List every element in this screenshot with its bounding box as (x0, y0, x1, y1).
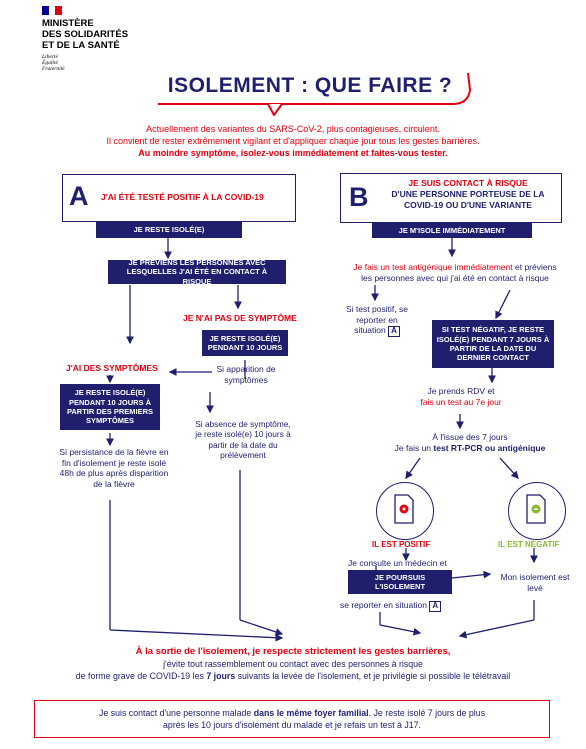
section-b-letter: B (349, 182, 369, 212)
logo-line3: ET DE LA SANTÉ (42, 40, 120, 51)
section-a-heading: J'AI ÉTÉ TESTÉ POSITIF À LA COVID-19 (101, 192, 264, 202)
a-if-symptoms: Si apparition de symptômes (216, 364, 276, 385)
footer-p1: Je suis contact d'une personne malade (98, 708, 252, 718)
footer-p4: après les 10 jours d'isolement du malade et je refais un test à J17. (163, 720, 421, 730)
b-consult: Je consulte un médecin et (348, 558, 447, 568)
a-stay-10-from: JE RESTE ISOLÉ(E) PENDANT 10 JOURS À PARTIR DES PREMIERS SYMPTÔMES (60, 384, 160, 430)
logo-motto1: Liberté (42, 54, 58, 60)
intro-line3: Au moindre symptôme, isolez-vous immédiatement et faites-vous tester. (138, 148, 448, 158)
b-isolate-now: JE M'ISOLE IMMÉDIATEMENT (372, 223, 532, 238)
b-negative-label: IL EST NÉGATIF (498, 540, 560, 549)
section-a-letter: A (69, 181, 89, 211)
b-rdv (420, 386, 502, 407)
b-test-navy: Je fais un (394, 442, 432, 453)
footer-p2: dans le même foyer familial (253, 708, 369, 718)
section-b-heading-navy: D'UNE PERSONNE PORTEUSE DE LA COVID-19 OU D'UNE VARIANTE (391, 189, 545, 210)
logo-motto2: Égalité (42, 60, 58, 66)
exit-line3b: 7 jours (206, 671, 236, 681)
section-b-header (340, 173, 562, 223)
page-title: ISOLEMENT : QUE FAIRE ? (167, 74, 453, 97)
intro-line1: Actuellement des variantes du SARS-CoV-2, plus contagieuses, circulent. (146, 124, 440, 134)
b-positive-label: IL EST POSITIF (372, 540, 431, 549)
a-no-symptom: JE N'AI PAS DE SYMPTÔME (183, 313, 297, 323)
b-ref-a: A (388, 326, 400, 337)
b-if-positive (340, 304, 414, 337)
logo-motto3: Fraternité (42, 66, 65, 72)
b-test-bold: test RT-PCR ou antigénique (433, 442, 546, 453)
b-test-block (390, 432, 550, 453)
exit-line3c: suivants la levée de l'isolement, et je privilégie si possible le télétravail (237, 671, 511, 681)
b-antigen (350, 262, 560, 283)
b-refer-text: se reporter en situation (340, 600, 427, 610)
b-antigen-navy: et préviens les personnes avec qui j'ai été en contact à risque (361, 262, 557, 283)
positive-test-icon (393, 494, 415, 524)
intro-line2: Il convient de rester extrêmement vigilant et d'appliquer chaque jour tous les gestes barrières. (106, 136, 480, 146)
b-if-negative: SI TEST NÉGATIF, JE RESTE ISOLÉ(E) PENDANT 7 JOURS À PARTIR DE LA DATE DU DERNIER CONTACT (432, 320, 554, 368)
logo-line1: MINISTÈRE (42, 18, 94, 29)
exit-message (20, 646, 566, 682)
footer-p3: . Je reste isolé 7 jours de plus (368, 708, 486, 718)
b-if-positive-text: Si test positif, se reporter en situation (346, 304, 408, 336)
b-antigen-red: Je fais un test antigénique immédiatement (353, 262, 513, 272)
a-stay-10: JE RESTE ISOLÉ(E) PENDANT 10 JOURS (202, 330, 288, 356)
section-b-heading-red: JE SUIS CONTACT À RISQUE (408, 178, 528, 188)
negative-test-icon (525, 494, 547, 524)
exit-line2: j'évite tout rassemblement ou contact avec des personnes à risque (163, 659, 423, 669)
a-no-symptom-note: Si absence de symptôme, je reste isolé(e) 10 jours à partir de la date du prélèvement (195, 419, 291, 461)
a-have-symptoms: J'AI DES SYMPTÔMES (66, 363, 158, 373)
b-lifted: Mon isolement est levé (500, 572, 570, 593)
a-stay-isolated: JE RESTE ISOLÉ(E) (96, 222, 242, 238)
b-ref-a2: A (429, 601, 441, 612)
b-after7: À l'issue des 7 jours (432, 432, 508, 442)
b-rdv-navy: Je prends RDV et (427, 386, 495, 396)
b-continue: JE POURSUIS L'ISOLEMENT (348, 570, 452, 594)
footer-box (34, 700, 550, 738)
exit-line3a: de forme grave de COVID-19 les (75, 671, 204, 681)
b-refer (340, 600, 441, 612)
a-fever-note: Si persistance de la fièvre en fin d'isolement je reste isolé 48h de plus après disparition de la fièvre (59, 447, 169, 489)
logo-line2: DES SOLIDARITÉS (42, 29, 129, 40)
a-warn-contacts: JE PRÉVIENS LES PERSONNES AVEC LESQUELLES J'AI ÉTÉ EN CONTACT À RISQUE (108, 260, 286, 284)
section-a-header (62, 174, 296, 222)
exit-line1: À la sortie de l'isolement, je respecte strictement les gestes barrières, (135, 646, 451, 657)
exit-line3 (20, 670, 566, 682)
b-rdv-red: fais un test au 7e jour (420, 396, 502, 407)
